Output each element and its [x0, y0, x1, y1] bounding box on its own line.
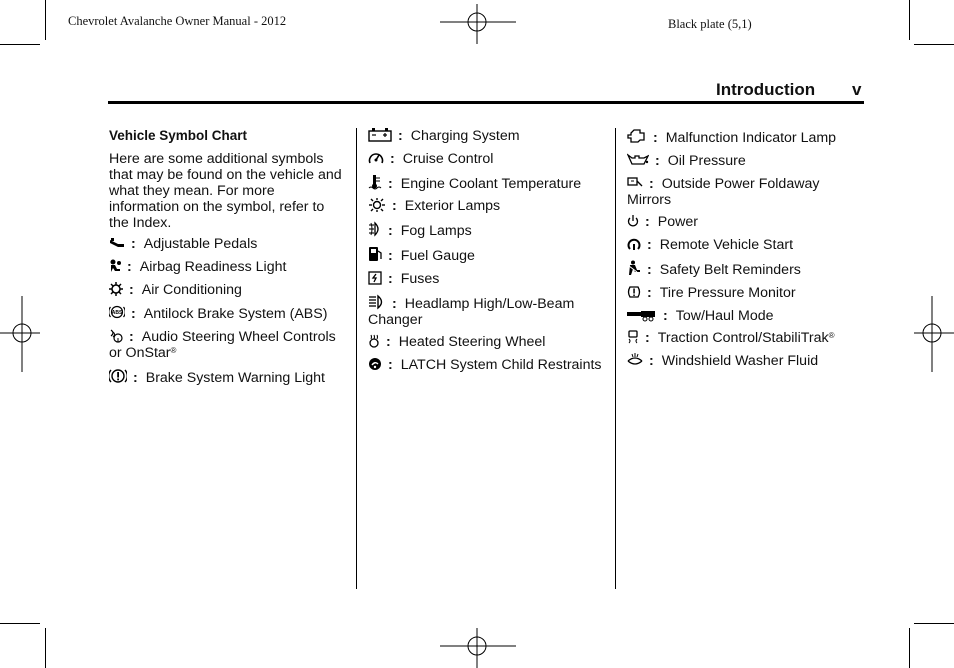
- tire-pressure-icon: [627, 285, 641, 299]
- symbol-entry: : Heated Steering Wheel: [368, 334, 606, 350]
- symbol-entry: : Charging System: [368, 128, 606, 144]
- symbol-label: Fuses: [400, 270, 440, 287]
- symbol-label: Adjustable Pedals: [143, 236, 258, 252]
- brake-warning-icon: [109, 368, 127, 384]
- intro-paragraph: Here are some additional symbols that may be found on the vehicle and what they mean. For more information on the symbol, refer to the Index.: [109, 151, 342, 231]
- symbol-label: Traction Control/StabiliTrak: [657, 330, 829, 347]
- symbol-label: Exterior Lamps: [404, 198, 501, 215]
- plate-label: Black plate (5,1): [668, 17, 752, 31]
- air-conditioning-icon: [109, 282, 123, 296]
- symbol-entry: : Safety Belt Reminders: [627, 260, 865, 278]
- registration-mark-left: [0, 296, 40, 372]
- symbol-entry: : Headlamp High/Low-Beam Changer: [368, 295, 575, 328]
- registration-mark-right: [914, 296, 954, 372]
- headlamp-high-beam-icon: [368, 294, 386, 310]
- fuel-gauge-icon: [368, 246, 382, 262]
- symbol-label: Heated Steering Wheel: [398, 334, 546, 351]
- symbol-entry: : Audio Steering Wheel Controls or OnStar®: [109, 329, 336, 362]
- abs-icon: [109, 304, 125, 320]
- svg-text:ABS: ABS: [111, 310, 123, 317]
- section-title: Introduction: [716, 80, 816, 99]
- symbol-entry: : Engine Coolant Temperature: [368, 174, 606, 192]
- symbol-entry: : Adjustable Pedals: [109, 236, 347, 252]
- symbol-label: Windshield Washer Fluid: [661, 353, 819, 370]
- symbol-label: Safety Belt Reminders: [659, 261, 801, 278]
- symbol-label: Tow/Haul Mode: [675, 307, 774, 324]
- symbol-label: Oil Pressure: [667, 152, 746, 169]
- audio-steering-icon: [109, 329, 123, 343]
- check-engine-icon: [627, 128, 647, 144]
- symbol-entry: : Malfunction Indicator Lamp: [627, 128, 865, 146]
- latch-child-restraint-icon: [368, 357, 382, 371]
- symbol-entry: : Fuses: [368, 271, 606, 287]
- column-divider: [615, 128, 616, 589]
- symbol-entry: : Tow/Haul Mode: [627, 308, 865, 324]
- symbol-entry: : Tire Pressure Monitor: [627, 285, 865, 301]
- symbol-label: Fuel Gauge: [400, 247, 475, 264]
- symbol-entry: : LATCH System Child Restraints: [368, 357, 606, 373]
- symbol-entry: : Traction Control/StabiliTrak®: [627, 330, 865, 346]
- symbol-label: Malfunction Indicator Lamp: [665, 130, 837, 146]
- airbag-readiness-icon: [109, 259, 121, 273]
- column-divider: [356, 128, 357, 589]
- washer-fluid-icon: [627, 353, 643, 367]
- registration-mark-top: [440, 4, 516, 44]
- symbol-column-1: [109, 128, 347, 393]
- symbol-column-3: [627, 128, 865, 376]
- symbol-label: Fog Lamps: [400, 223, 472, 240]
- coolant-temperature-icon: [368, 174, 382, 190]
- oil-pressure-icon: [627, 153, 649, 167]
- symbol-label: Tire Pressure Monitor: [659, 284, 796, 301]
- symbol-entry: : Remote Vehicle Start: [627, 237, 865, 253]
- symbol-entry: : Brake System Warning Light: [109, 368, 347, 386]
- registered-mark: ®: [828, 331, 835, 341]
- remote-start-icon: [627, 237, 641, 251]
- chart-title: Vehicle Symbol Chart: [109, 128, 248, 143]
- symbol-label: Antilock Brake System (ABS): [143, 306, 328, 323]
- symbol-entry: : Windshield Washer Fluid: [627, 353, 865, 369]
- seat-belt-icon: [627, 260, 641, 276]
- traction-control-icon: [627, 330, 639, 344]
- tow-haul-icon: [627, 310, 657, 322]
- symbol-entry: : Air Conditioning: [109, 282, 347, 298]
- battery-icon: [368, 128, 392, 142]
- symbol-label: Audio Steering Wheel Controls or OnStar: [109, 329, 336, 362]
- symbol-entry: ABS : Antilock Brake System (ABS): [109, 304, 347, 322]
- symbol-label: Brake System Warning Light: [145, 369, 325, 386]
- registration-mark-bottom: [440, 628, 516, 668]
- fuses-icon: [368, 271, 382, 285]
- page-number: v: [852, 80, 862, 99]
- exterior-lamps-icon: [368, 198, 386, 212]
- header-rule: [108, 101, 864, 104]
- symbol-entry: : Cruise Control: [368, 151, 606, 167]
- symbol-entry: : Outside Power Foldaway Mirrors: [627, 175, 820, 208]
- power-icon: [627, 214, 639, 228]
- power-mirror-icon: [627, 176, 643, 190]
- fog-lamps-icon: [368, 221, 382, 237]
- symbol-entry: : Fog Lamps: [368, 221, 606, 239]
- document-title: Chevrolet Avalanche Owner Manual - 2012: [68, 14, 287, 28]
- symbol-label: LATCH System Child Restraints: [400, 357, 602, 374]
- symbol-label: Engine Coolant Temperature: [400, 175, 582, 192]
- symbol-label: Remote Vehicle Start: [659, 237, 794, 254]
- registered-mark: ®: [170, 346, 177, 356]
- symbol-label: Headlamp High/Low-Beam Changer: [368, 295, 575, 328]
- symbol-column-2: [368, 128, 606, 380]
- heated-steering-wheel-icon: [368, 334, 380, 348]
- symbol-label: Power: [657, 214, 698, 231]
- symbol-label: Air Conditioning: [141, 281, 242, 298]
- symbol-entry: : Power: [627, 214, 865, 230]
- symbol-label: Cruise Control: [402, 150, 494, 167]
- symbol-label: Airbag Readiness Light: [139, 258, 287, 275]
- adjustable-pedals-icon: [109, 238, 125, 250]
- symbol-label: Charging System: [410, 128, 520, 144]
- symbol-entry: : Exterior Lamps: [368, 198, 606, 214]
- symbol-entry: : Oil Pressure: [627, 153, 865, 169]
- symbol-entry: : Airbag Readiness Light: [109, 259, 347, 275]
- symbol-entry: : Fuel Gauge: [368, 246, 606, 264]
- symbol-label: Outside Power Foldaway Mirrors: [627, 175, 820, 208]
- cruise-control-icon: [368, 151, 384, 165]
